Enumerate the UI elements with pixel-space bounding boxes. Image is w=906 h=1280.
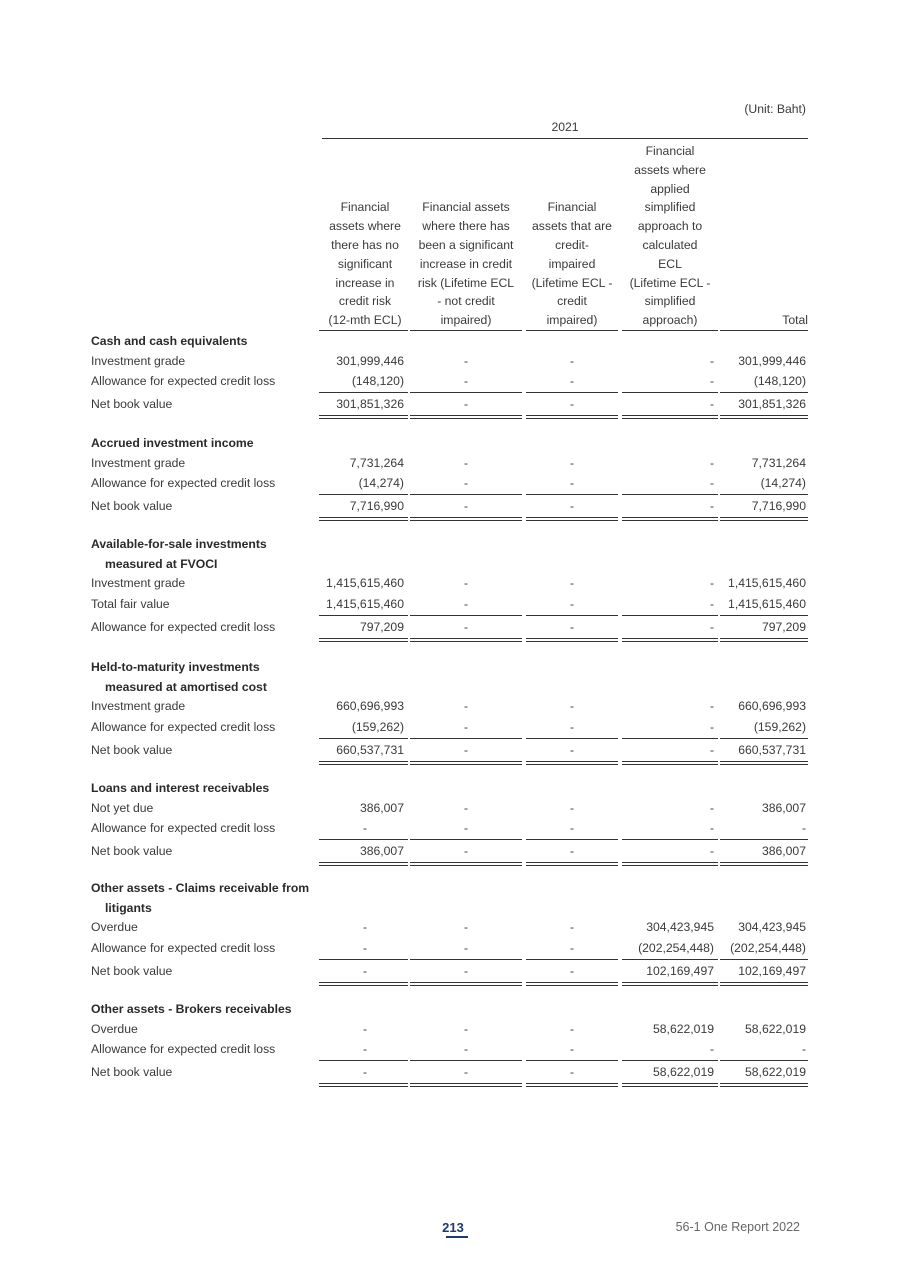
- table-cell: -: [569, 1042, 575, 1056]
- table-cell: 304,423,945: [646, 920, 714, 934]
- row-label: Investment grade: [91, 455, 186, 470]
- report-name: 56-1 One Report 2022: [675, 1220, 800, 1234]
- table-cell: -: [569, 821, 575, 835]
- table-cell: -: [463, 821, 469, 835]
- total-double-rule: [720, 638, 808, 642]
- column-header-2: [410, 142, 522, 330]
- table-cell: -: [463, 596, 469, 611]
- table-cell: (14,274): [760, 476, 806, 490]
- table-cell: 660,696,993: [738, 699, 806, 713]
- table-cell: -: [463, 920, 469, 934]
- table-cell: -: [463, 1021, 469, 1036]
- row-label: Allowance for expected credit loss: [91, 821, 276, 835]
- subtotal-rule: [526, 494, 618, 495]
- total-double-rule: [410, 1083, 522, 1087]
- row-label: Investment grade: [91, 353, 186, 368]
- subtotal-rule: [319, 392, 408, 393]
- table-cell: 301,851,326: [336, 397, 404, 411]
- table-cell: -: [801, 1042, 806, 1056]
- table-cell: 1,415,615,460: [728, 596, 806, 611]
- table-cell: -: [709, 576, 714, 590]
- subtotal-rule: [622, 959, 718, 960]
- table-cell: -: [463, 1042, 469, 1056]
- total-double-rule: [319, 862, 408, 866]
- row-label: Not yet due: [91, 800, 154, 815]
- table-cell: -: [362, 821, 368, 835]
- table-cell: -: [709, 499, 714, 513]
- table-cell: -: [709, 719, 714, 734]
- subtotal-rule: [319, 494, 408, 495]
- row-label: Allowance for expected credit loss: [91, 476, 276, 490]
- table-cell: -: [463, 940, 469, 955]
- column-header-underline: [526, 330, 618, 331]
- total-double-rule: [622, 638, 718, 642]
- table-cell: 1,415,615,460: [326, 596, 404, 611]
- total-double-rule: [720, 862, 808, 866]
- table-cell: -: [709, 1042, 714, 1056]
- total-double-rule: [410, 517, 522, 521]
- table-cell: -: [569, 1021, 575, 1036]
- table-cell: -: [569, 619, 575, 634]
- table-cell: -: [709, 353, 714, 368]
- table-cell: 304,423,945: [738, 920, 806, 934]
- table-cell: 7,716,990: [751, 499, 806, 513]
- column-header-line: assets where: [329, 219, 401, 234]
- table-cell: -: [709, 844, 714, 858]
- section-title: Held-to-maturity investments: [91, 660, 260, 674]
- year-header: 2021: [551, 120, 579, 134]
- subtotal-rule: [526, 615, 618, 616]
- table-cell: 797,209: [761, 619, 806, 634]
- table-cell: 660,537,731: [336, 742, 404, 757]
- subtotal-rule: [526, 738, 618, 739]
- column-header-line: increase in: [335, 275, 395, 290]
- table-cell: -: [709, 821, 714, 835]
- table-cell: -: [463, 719, 469, 734]
- column-header-line: impaired: [548, 256, 596, 271]
- table-cell: -: [569, 844, 575, 858]
- column-header-line: simplified: [644, 294, 696, 309]
- subtotal-rule: [526, 839, 618, 840]
- column-header-line: credit risk: [338, 294, 392, 309]
- column-header-line: calculated: [642, 238, 698, 253]
- subtotal-rule: [319, 839, 408, 840]
- subtotal-rule: [720, 1060, 808, 1061]
- table-cell: -: [463, 476, 469, 490]
- table-cell: (14,274): [358, 476, 404, 490]
- column-header-line: impaired): [440, 313, 492, 328]
- total-double-rule: [526, 862, 618, 866]
- total-double-rule: [410, 638, 522, 642]
- column-header-line: (12-mth ECL): [328, 313, 402, 328]
- row-label: Allowance for expected credit loss: [91, 619, 276, 634]
- table-cell: 58,622,019: [653, 1065, 714, 1079]
- table-cell: -: [569, 596, 575, 611]
- row-label: Net book value: [91, 963, 173, 978]
- column-header-1: [322, 142, 408, 330]
- total-double-rule: [622, 517, 718, 521]
- column-header-4: [622, 142, 718, 330]
- subtotal-rule: [319, 1060, 408, 1061]
- section-title: litigants: [105, 900, 152, 915]
- row-label: Allowance for expected credit loss: [91, 719, 276, 734]
- table-cell: -: [463, 576, 469, 590]
- table-cell: 102,169,497: [646, 963, 714, 978]
- subtotal-rule: [622, 615, 718, 616]
- row-label: Net book value: [91, 1065, 173, 1079]
- table-cell: 386,007: [761, 844, 806, 858]
- table-cell: -: [362, 963, 368, 978]
- total-double-rule: [410, 761, 522, 765]
- subtotal-rule: [622, 738, 718, 739]
- total-double-rule: [526, 761, 618, 765]
- table-cell: -: [463, 397, 469, 411]
- total-double-rule: [319, 1083, 408, 1087]
- subtotal-rule: [410, 494, 522, 495]
- subtotal-rule: [720, 839, 808, 840]
- table-cell: -: [362, 1065, 368, 1079]
- total-double-rule: [319, 982, 408, 986]
- total-double-rule: [526, 415, 618, 419]
- table-cell: -: [709, 742, 714, 757]
- table-cell: -: [569, 963, 575, 978]
- table-cell: -: [362, 1042, 368, 1056]
- column-header-line: Total: [782, 313, 808, 328]
- table-cell: -: [463, 963, 469, 978]
- column-header-line: assets that are: [532, 219, 612, 234]
- table-cell: -: [463, 499, 469, 513]
- table-cell: -: [569, 920, 575, 934]
- table-cell: -: [569, 476, 575, 490]
- total-double-rule: [526, 638, 618, 642]
- section-title: Other assets - Brokers receivables: [91, 1002, 292, 1016]
- table-cell: 1,415,615,460: [728, 576, 806, 590]
- section-title: Loans and interest receivables: [91, 781, 270, 795]
- table-cell: 58,622,019: [653, 1021, 714, 1036]
- row-label: Allowance for expected credit loss: [91, 1042, 276, 1056]
- subtotal-rule: [622, 839, 718, 840]
- table-cell: 1,415,615,460: [326, 576, 404, 590]
- column-header-line: credit-: [555, 238, 589, 253]
- subtotal-rule: [526, 1060, 618, 1061]
- subtotal-rule: [622, 494, 718, 495]
- column-header-line: Financial: [645, 144, 695, 159]
- row-label: Total fair value: [91, 596, 170, 611]
- subtotal-rule: [319, 738, 408, 739]
- table-cell: -: [569, 455, 575, 470]
- table-cell: 301,999,446: [336, 353, 404, 368]
- column-header-line: assets where: [634, 162, 706, 177]
- table-cell: 58,622,019: [745, 1021, 806, 1036]
- column-header-line: - not credit: [437, 294, 495, 309]
- total-double-rule: [319, 415, 408, 419]
- table-cell: -: [709, 374, 714, 388]
- row-label: Net book value: [91, 499, 173, 513]
- row-label: Net book value: [91, 742, 173, 757]
- section-title: Accrued investment income: [91, 436, 254, 450]
- column-header-line: applied: [650, 181, 690, 196]
- table-cell: -: [709, 397, 714, 411]
- total-double-rule: [410, 862, 522, 866]
- table-cell: (148,120): [351, 374, 404, 388]
- table-cell: -: [463, 800, 469, 815]
- row-label: Overdue: [91, 1021, 138, 1036]
- table-cell: -: [362, 1021, 368, 1036]
- total-double-rule: [622, 862, 718, 866]
- column-header-line: (Lifetime ECL -: [629, 275, 711, 290]
- total-double-rule: [622, 982, 718, 986]
- page-number-underline: [446, 1236, 468, 1238]
- table-cell: (202,254,448): [730, 940, 806, 955]
- column-header-line: been a significant: [418, 238, 514, 253]
- total-double-rule: [720, 761, 808, 765]
- total-double-rule: [319, 517, 408, 521]
- table-cell: -: [463, 353, 469, 368]
- table-cell: -: [709, 476, 714, 490]
- column-header-line: there has no: [331, 238, 399, 253]
- table-cell: -: [569, 353, 575, 368]
- total-double-rule: [526, 1083, 618, 1087]
- table-cell: 7,731,264: [751, 455, 806, 470]
- total-double-rule: [622, 761, 718, 765]
- section-title: Other assets - Claims receivable from: [91, 881, 310, 895]
- column-header-underline: [720, 330, 808, 331]
- unit-label: (Unit: Baht): [744, 102, 806, 116]
- table-cell: -: [569, 397, 575, 411]
- table-cell: -: [709, 596, 714, 611]
- table-cell: -: [463, 699, 469, 713]
- column-header-line: approach): [642, 313, 698, 328]
- total-double-rule: [526, 982, 618, 986]
- table-cell: -: [569, 742, 575, 757]
- row-label: Allowance for expected credit loss: [91, 940, 276, 955]
- column-header-underline: [622, 330, 718, 331]
- table-cell: (159,262): [753, 719, 806, 734]
- row-label: Allowance for expected credit loss: [91, 374, 276, 388]
- column-header-line: Financial: [547, 200, 597, 215]
- total-double-rule: [720, 1083, 808, 1087]
- column-header-line: ECL: [658, 256, 682, 271]
- section-title: measured at amortised cost: [105, 679, 267, 694]
- table-cell: -: [569, 499, 575, 513]
- column-header-underline: [319, 330, 408, 331]
- table-cell: 301,851,326: [738, 397, 806, 411]
- table-cell: 386,007: [761, 800, 806, 815]
- section-title: Cash and cash equivalents: [91, 334, 248, 348]
- subtotal-rule: [410, 839, 522, 840]
- table-cell: -: [362, 920, 368, 934]
- total-double-rule: [319, 761, 408, 765]
- subtotal-rule: [410, 392, 522, 393]
- column-header-line: Financial: [340, 200, 390, 215]
- table-cell: 797,209: [359, 619, 404, 634]
- table-cell: 58,622,019: [745, 1065, 806, 1079]
- subtotal-rule: [410, 738, 522, 739]
- table-cell: 7,731,264: [349, 455, 404, 470]
- subtotal-rule: [319, 959, 408, 960]
- subtotal-rule: [526, 959, 618, 960]
- table-cell: -: [463, 374, 469, 388]
- table-cell: -: [709, 699, 714, 713]
- table-cell: -: [463, 1065, 469, 1079]
- table-cell: -: [362, 940, 368, 955]
- total-double-rule: [319, 638, 408, 642]
- row-label: Net book value: [91, 397, 173, 411]
- table-cell: -: [569, 699, 575, 713]
- column-header-line: significant: [337, 256, 393, 271]
- row-label: Overdue: [91, 920, 138, 934]
- subtotal-rule: [622, 1060, 718, 1061]
- row-label: Investment grade: [91, 576, 186, 590]
- table-cell: -: [801, 821, 806, 835]
- table-cell: -: [569, 940, 575, 955]
- table-cell: (159,262): [351, 719, 404, 734]
- column-header-line: impaired): [546, 313, 598, 328]
- column-header-5: [720, 142, 808, 330]
- table-cell: (202,254,448): [638, 940, 714, 955]
- total-double-rule: [720, 517, 808, 521]
- subtotal-rule: [720, 392, 808, 393]
- table-cell: 102,169,497: [738, 963, 806, 978]
- total-double-rule: [410, 982, 522, 986]
- subtotal-rule: [720, 738, 808, 739]
- subtotal-rule: [720, 494, 808, 495]
- table-cell: -: [569, 719, 575, 734]
- column-header-3: [526, 142, 618, 330]
- table-cell: -: [463, 455, 469, 470]
- total-double-rule: [720, 982, 808, 986]
- table-cell: -: [569, 576, 575, 590]
- table-cell: -: [463, 844, 469, 858]
- table-cell: -: [569, 1065, 575, 1079]
- section-title: Available-for-sale investments: [91, 537, 267, 551]
- column-header-line: Financial assets: [422, 200, 510, 215]
- total-double-rule: [720, 415, 808, 419]
- section-title: measured at FVOCI: [105, 556, 218, 571]
- table-cell: (148,120): [753, 374, 806, 388]
- subtotal-rule: [720, 959, 808, 960]
- column-header-line: (Lifetime ECL -: [531, 275, 613, 290]
- total-double-rule: [622, 415, 718, 419]
- table-cell: 386,007: [359, 800, 404, 815]
- row-label: Net book value: [91, 844, 173, 858]
- table-cell: -: [709, 800, 714, 815]
- table-cell: 301,999,446: [738, 353, 806, 368]
- table-cell: 660,537,731: [738, 742, 806, 757]
- subtotal-rule: [720, 615, 808, 616]
- column-header-line: simplified: [644, 200, 696, 215]
- table-cell: -: [569, 374, 575, 388]
- total-double-rule: [410, 415, 522, 419]
- column-header-underline: [410, 330, 522, 331]
- table-cell: -: [463, 619, 469, 634]
- column-header-line: credit: [557, 294, 587, 309]
- total-double-rule: [622, 1083, 718, 1087]
- table-cell: 386,007: [359, 844, 404, 858]
- subtotal-rule: [410, 1060, 522, 1061]
- total-double-rule: [526, 517, 618, 521]
- table-cell: -: [709, 619, 714, 634]
- subtotal-rule: [319, 615, 408, 616]
- row-label: Investment grade: [91, 699, 186, 713]
- page-number: 213: [442, 1220, 464, 1235]
- column-header-line: approach to: [637, 219, 703, 234]
- column-header-line: risk (Lifetime ECL: [417, 275, 515, 290]
- table-cell: 7,716,990: [349, 499, 404, 513]
- subtotal-rule: [622, 392, 718, 393]
- table-cell: 660,696,993: [336, 699, 404, 713]
- subtotal-rule: [410, 615, 522, 616]
- subtotal-rule: [526, 392, 618, 393]
- column-header-line: where there has: [422, 219, 510, 234]
- table-cell: -: [463, 742, 469, 757]
- column-header-line: increase in credit: [419, 256, 513, 271]
- table-cell: -: [569, 800, 575, 815]
- subtotal-rule: [410, 959, 522, 960]
- table-cell: -: [709, 455, 714, 470]
- year-underline: [322, 138, 808, 139]
